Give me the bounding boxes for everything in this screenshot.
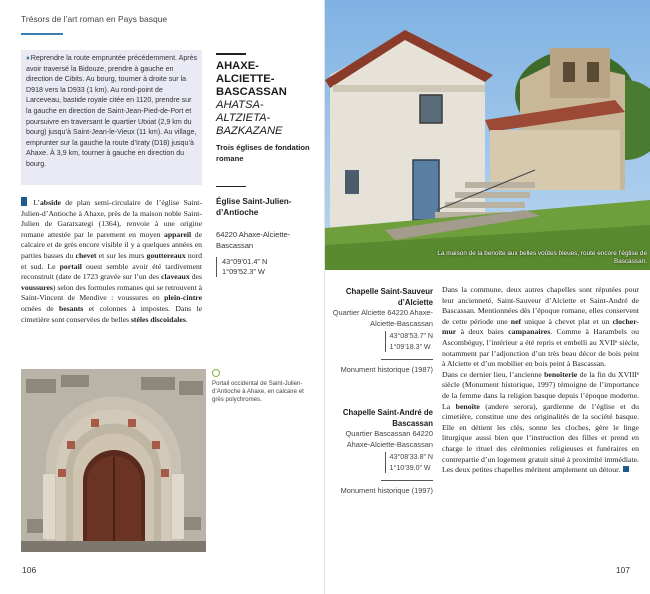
main-paragraph-term: claveaux — [161, 272, 190, 282]
portal-caption-text: Portail occidental de Saint-Julien-d’Antioche à Ahaxe, en calcaire et grès polychromes. — [212, 380, 304, 403]
main-paragraph-term: chevet — [75, 250, 97, 260]
portal-caption — [212, 369, 312, 404]
end-of-section-icon — [623, 466, 629, 472]
church-address: 64220 Ahaxe-Alciette-Bascassan — [216, 230, 291, 250]
chapel-bascassan-status: Monument historique (1997) — [340, 485, 433, 495]
chapels-paragraph-text: . Comme à Harambels ou Ascombéguy, l’intérieur a été repris et embelli au XVIIᵉ siècle, notamment par l’adjonction d’un très beau décor de bois peint à Alciette et d’un mobilier en bois peint à Bascassan. — [442, 327, 639, 369]
main-paragraph-text: . — [185, 314, 188, 324]
chapels-paragraph-term: benoîte — [455, 401, 480, 411]
chapel-bascassan-name: Chapelle Saint-André de Bascassan — [342, 408, 433, 428]
benoiterie-caption: La maison de la benoîte aux belles voûtes bleues, route encore l’église de Bascassan. — [437, 250, 647, 265]
main-paragraph-term: stèles discoïdales — [130, 314, 186, 324]
main-paragraph-term: portail — [59, 261, 82, 271]
chapel-alciette-status: Monument historique (1987) — [340, 364, 433, 374]
main-paragraph-text: ) selon des formules romanes qui se retrouvent à Saint-Vincent de Mendive : voussures en — [21, 282, 202, 303]
chapels-paragraph-text: à deux baies — [456, 327, 509, 337]
main-paragraph-term: appareil — [164, 229, 192, 239]
chapels-paragraph — [442, 370, 639, 476]
chapels-paragraph-text: de la fin du XVIIIᵉ siècle (Monument historique, 1997) témoigne de l’importance de la femme dans la religion basque depuis l’époque moderne. La — [442, 369, 639, 411]
chapels-paragraph-term: clocher-mur — [442, 316, 639, 337]
running-head-rule — [21, 33, 63, 35]
church-longitude: 1°09’52.3” W — [222, 267, 265, 276]
chapels-paragraph — [442, 285, 639, 370]
chapels-paragraph-text: Dans la commune, deux autres chapelles sont réputées pour leur ancienneté, Saint-Sauveur d’Alciette et Saint-André de Bascassan. Mentionnées dès l’époque romane, elles conservent de cette période une — [442, 285, 639, 326]
chapels-paragraph-term: benoîterie — [544, 369, 578, 379]
chapel-bascassan-longitude: 1°10’39.0” W — [389, 463, 431, 472]
benoiterie-illustration — [325, 0, 650, 270]
chapel-bascassan-latitude: 43°08’33.8” N — [389, 453, 433, 462]
village-subtitle: Trois églises de fondation romane — [216, 143, 310, 163]
route-directions-box — [21, 50, 202, 185]
portal-photo — [21, 369, 206, 552]
chapel-alciette-name: Chapelle Saint-Sauveur d’Alciette — [345, 287, 433, 307]
main-paragraph-text: ouest semble avoir été tardivement reconstruit (date de 1723 gravée sur l’un des — [21, 261, 202, 282]
main-paragraph-term: abside — [39, 198, 61, 207]
chapel-alciette-info — [325, 287, 433, 375]
chapel-alciette-address: Quartier Alciette 64220 Ahaxe-Alciette-Bascassan — [332, 308, 433, 328]
benoiterie-photo — [325, 0, 650, 270]
chapel-bascassan-coordinates — [385, 452, 433, 473]
main-paragraph-term: besants — [58, 303, 84, 313]
circle-marker-icon — [212, 369, 220, 377]
church-latitude: 43°09’01.4” N — [222, 257, 268, 266]
chapels-paragraph-text: unique à chevet plat et un — [521, 316, 613, 326]
chapels-paragraph-text: Dans ce dernier lieu, l’ancienne — [442, 369, 545, 379]
village-title: AHAXE-ALCIETTE-BASCASSAN — [216, 60, 287, 98]
chapel-bascassan-address: Quartier Bascassan 64220 Ahaxe-Alciette-Bascassan — [345, 429, 433, 449]
running-head: Trésors de l’art roman en Pays basque — [21, 14, 168, 24]
chapels-paragraph-text: (andere serora), gardienne de l’église et du cimetière, constitue une des originalités de la société basque. Elle en détient les clés, sonne les cloches, gère le linge liturgique aussi bien que l’instruction des filles et prend en charge le rituel des cérémonies religieuses et funéraires en contrepartie d’un logement gratuit situé à proximité immédiate. Les deux petites chapelles méritent amplement un détour. — [442, 401, 639, 475]
drop-cap-marker-icon — [21, 197, 27, 206]
chapel-bascassan-info — [325, 408, 433, 496]
chapels-body-text — [442, 285, 639, 476]
portal-illustration — [21, 369, 206, 552]
main-paragraph-text: nord et sud. Le — [21, 250, 203, 271]
section-rule — [216, 186, 246, 187]
right-page — [325, 0, 650, 594]
main-paragraph-term: gouttereaux — [146, 250, 186, 260]
main-paragraph-text: de plan semi-circulaire de l’église Saint-Julien-d’Antioche à Ahaxe, près de la maison noble Saint-Julien de Garatxategi (1364), renvoie à une origine romane attestée par le parement en moyen — [21, 198, 203, 239]
main-paragraph-term: plein-cintre — [164, 293, 202, 303]
church-coordinates — [216, 257, 316, 277]
chapel-alciette-coordinates — [385, 331, 433, 352]
main-paragraph-text: L’ — [33, 198, 40, 207]
main-paragraph-text: de calcaire et de grès encore visible il y a quelques années en parties basses du — [21, 229, 202, 260]
main-paragraph-text: et colonnes à impostes. Dans le cimetière sont conservées de belles — [21, 303, 203, 324]
main-paragraph-text: des — [189, 272, 203, 282]
double-chevron-icon: ›› — [26, 54, 29, 62]
church-name: Église Saint-Julien-d’Antioche — [216, 197, 292, 217]
chapel-alciette-rule — [381, 359, 433, 360]
main-paragraph-text: ornées de — [21, 303, 59, 313]
chapel-bascassan-rule — [381, 480, 433, 481]
main-paragraph-term: voussures — [21, 282, 53, 292]
page-number-right: 107 — [615, 565, 630, 575]
page-number-left: 106 — [22, 565, 37, 575]
village-basque-name: AHATSA-ALTZIETA-BAZKAZANE — [216, 99, 283, 137]
chapel-alciette-latitude: 43°08’53.7” N — [389, 332, 433, 341]
chapels-paragraph-term: nef — [510, 316, 522, 326]
main-paragraph — [21, 197, 202, 325]
title-rule — [216, 53, 246, 55]
main-paragraph-text: et sur les murs — [96, 250, 147, 260]
chapels-paragraph-term: campanaires — [508, 327, 551, 337]
chapel-alciette-longitude: 1°09’18.3” W — [389, 342, 431, 351]
route-directions-text: Reprendre la route empruntée précédemment. Après avoir traversé la Bidouze, prendre à gauche en direction de Cibits. Au bourg, tourner à droite sur la D918 vers la D933 (1 km). Au rond-point de Larceveau, bastide royale citée en 1120, prendre sur la gauche en direction de Saint-Jean-Pied-de-Port et poursuivre en traversant le quartier Utxiat (2,9 km du bourg) jusqu’à Saint-Jean-le-Vieux (11 km). Au village, emprunter sur la gauche la route d’Iraty (D18) jusqu’à Ahaxe. À 3,9 km, tourner à gauche en direction du bourg. — [26, 54, 198, 168]
